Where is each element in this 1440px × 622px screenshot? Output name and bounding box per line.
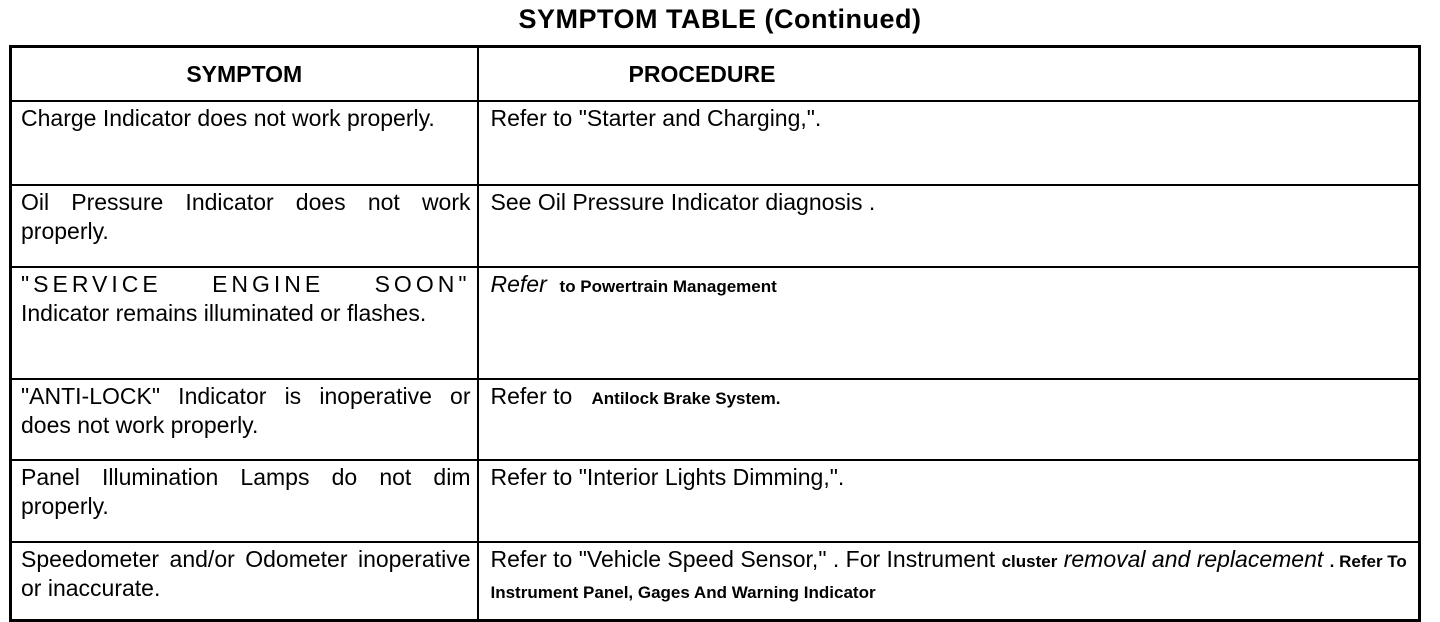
symptom-cell: Oil Pressure Indicator does not work properly. xyxy=(11,185,478,267)
symptom-text: Indicator remains illuminated or flashes. xyxy=(21,300,427,326)
header-row xyxy=(11,47,1420,102)
procedure-cell: Refer to "Starter and Charging,". xyxy=(478,101,1420,185)
symptom-column-header: SYMPTOM xyxy=(11,47,478,102)
table-row xyxy=(11,267,1420,379)
procedure-cell xyxy=(478,542,1420,621)
symptom-cell: "ANTI-LOCK" Indicator is inoperative or does not work properly. xyxy=(11,379,478,460)
procedure-reference: to Powertrain Management xyxy=(559,277,777,296)
table-row xyxy=(11,542,1420,621)
procedure-cell: Refer to "Interior Lights Dimming,". xyxy=(478,460,1420,542)
symptom-cell: Speedometer and/or Odometer inoperative or inaccurate. xyxy=(11,542,478,621)
symptom-table xyxy=(9,45,1421,622)
symptom-cell: Charge Indicator does not work properly. xyxy=(11,101,478,185)
procedure-text: Refer to xyxy=(490,383,573,409)
procedure-cell xyxy=(478,379,1420,460)
service-engine-soon-label: "SERVICE ENGINE SOON" xyxy=(21,271,471,297)
page-title: SYMPTOM TABLE (Continued) xyxy=(518,4,922,34)
table-row xyxy=(11,101,1420,185)
procedure-reference: cluster xyxy=(1001,552,1058,571)
procedure-text: Refer to "Vehicle Speed Sensor," . For Instrument xyxy=(490,546,996,572)
table-row xyxy=(11,460,1420,542)
procedure-column-header: PROCEDURE xyxy=(478,47,1420,102)
procedure-reference: . Refer To Instrument Panel, Gages And Warning Indicator xyxy=(490,552,1407,602)
procedure-reference: Antilock Brake System. xyxy=(591,389,781,408)
procedure-cell: See Oil Pressure Indicator diagnosis . xyxy=(478,185,1420,267)
procedure-cell xyxy=(478,267,1420,379)
procedure-text: removal and replacement xyxy=(1063,546,1324,572)
symptom-cell: Panel Illumination Lamps do not dim properly. xyxy=(11,460,478,542)
table-row xyxy=(11,185,1420,267)
procedure-text: Refer xyxy=(490,271,547,297)
symptom-cell xyxy=(11,267,478,379)
table-row xyxy=(11,379,1420,460)
